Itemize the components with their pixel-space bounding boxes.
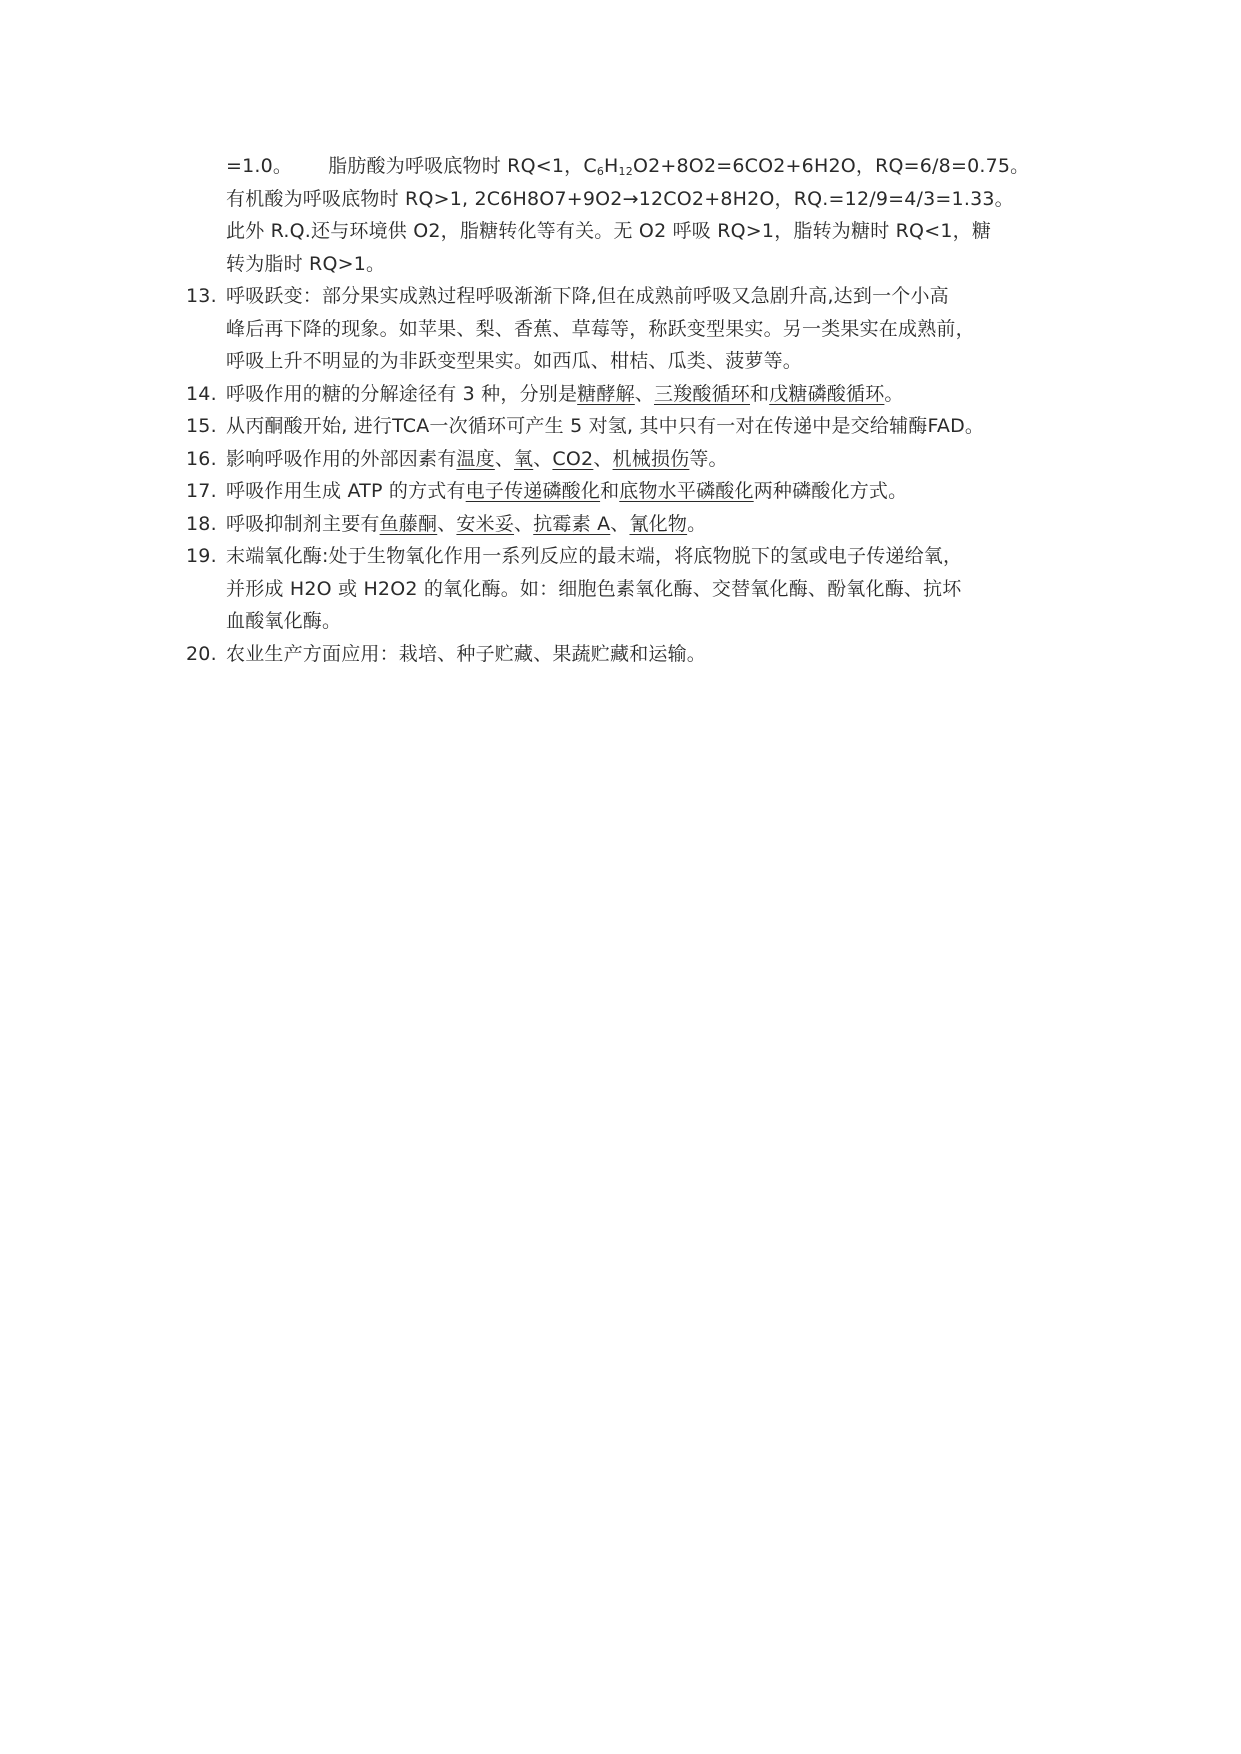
list-item-13-line-2: 峰后再下降的现象。如苹果、梨、香蕉、草莓等，称跃变型果实。另一类果实在成熟前， <box>226 317 975 340</box>
item-text: 末端氧化酶:处于生物氧化作用一系列反应的最末端，将底物脱下的氢或电子传递给氧， <box>226 545 963 567</box>
list-item-14: 14. 呼吸作用的糖的分解途径有 3 种，分别是糖酵解、三羧酸循环和戊糖磷酸循环。 <box>186 378 1066 411</box>
item-number: 19. <box>186 545 217 567</box>
list-item-17: 17. 呼吸作用生成 ATP 的方式有电子传递磷酸化和底物水平磷酸化两种磷酸化方式。 <box>186 475 1066 508</box>
item-text: 呼吸跃变：部分果实成熟过程呼吸渐渐下降,但在成熟前呼吸又急剧升高,达到一个小高 <box>226 285 949 307</box>
list-item-16: 16. 影响呼吸作用的外部因素有温度、氧、CO2、机械损伤等。 <box>186 443 1066 476</box>
item-text: 农业生产方面应用：栽培、种子贮藏、果蔬贮藏和运输。 <box>226 642 707 665</box>
underlined-term: 机械损伤 <box>612 447 690 470</box>
list-item-19-line-3: 血酸氧化酶。 <box>226 610 342 632</box>
continuation-line-2: 有机酸为呼吸底物时 RQ>1, 2C6H8O7+9O2→12CO2+8H2O，RQ.=12/9=4/3=1.33。 <box>226 187 1014 210</box>
item-number: 13. <box>186 285 217 307</box>
list-item-18: 18. 呼吸抑制剂主要有鱼藤酮、安米妥、抗霉素 A、氰化物。 <box>186 508 1066 541</box>
underlined-term: 氰化物 <box>629 512 688 535</box>
list-item-20 <box>186 638 1066 671</box>
underlined-term: 温度 <box>456 447 495 470</box>
underlined-term: 鱼藤酮 <box>379 512 438 535</box>
item-text: 从丙酮酸开始, 进行TCA一次循环可产生 5 对氢, 其中只有一对在传递中是交给辅酶FAD。 <box>226 415 985 437</box>
list-item-19-line-2: 并形成 H2O 或 H2O2 的氧化酶。如：细胞色素氧化酶、交替氧化酶、酚氧化酶、抗坏 <box>226 577 962 600</box>
underlined-term: 底物水平磷酸化 <box>619 480 754 502</box>
list-item-15 <box>186 410 1066 443</box>
list-item-13 <box>186 280 1066 313</box>
item-text: 呼吸作用的糖的分解途径有 3 种，分别是 <box>226 382 578 405</box>
document-body <box>186 150 1066 670</box>
underlined-term: 糖酵解 <box>577 382 635 405</box>
item-text: 呼吸作用生成 ATP 的方式有 <box>226 480 466 502</box>
underlined-term: 安米妥 <box>456 512 515 535</box>
underlined-term: 抗霉素 A <box>533 512 611 535</box>
item-number: 20. <box>186 642 217 665</box>
continuation-line-1 <box>186 150 1066 183</box>
underlined-term: 氧 <box>514 447 534 470</box>
text-segment: 脂肪酸为呼吸底物时 RQ<1， <box>328 155 584 177</box>
underlined-term: 三羧酸循环 <box>653 382 750 405</box>
underlined-term: 戊糖磷酸循环 <box>769 382 885 405</box>
underlined-term: 电子传递磷酸化 <box>465 480 601 502</box>
text-segment: =1.0。 <box>226 155 293 177</box>
item-text: 呼吸抑制剂主要有 <box>226 512 380 535</box>
item-number: 17. <box>186 480 217 502</box>
item-text: 影响呼吸作用的外部因素有 <box>226 447 457 470</box>
continuation-line-3: 此外 R.Q.还与环境供 O2，脂糖转化等有关。无 O2 呼吸 RQ>1，脂转为糖时 RQ<1，糖 <box>226 220 992 242</box>
continuation-line-4: 转为脂时 RQ>1。 <box>226 252 386 275</box>
underlined-term: CO2 <box>552 447 594 470</box>
list-item-19 <box>186 540 1066 573</box>
item-number: 16. <box>186 447 217 470</box>
item-number: 14. <box>186 382 217 405</box>
item-number: 18. <box>186 512 217 535</box>
glucose-formula: $C_6H_{12}O2+8O2=6CO2+6H2O$，RQ=6/8=0.75。 <box>583 155 1030 178</box>
item-number: 15. <box>186 415 217 437</box>
list-item-13-line-3: 呼吸上升不明显的为非跃变型果实。如西瓜、柑桔、瓜类、菠萝等。 <box>226 350 803 372</box>
